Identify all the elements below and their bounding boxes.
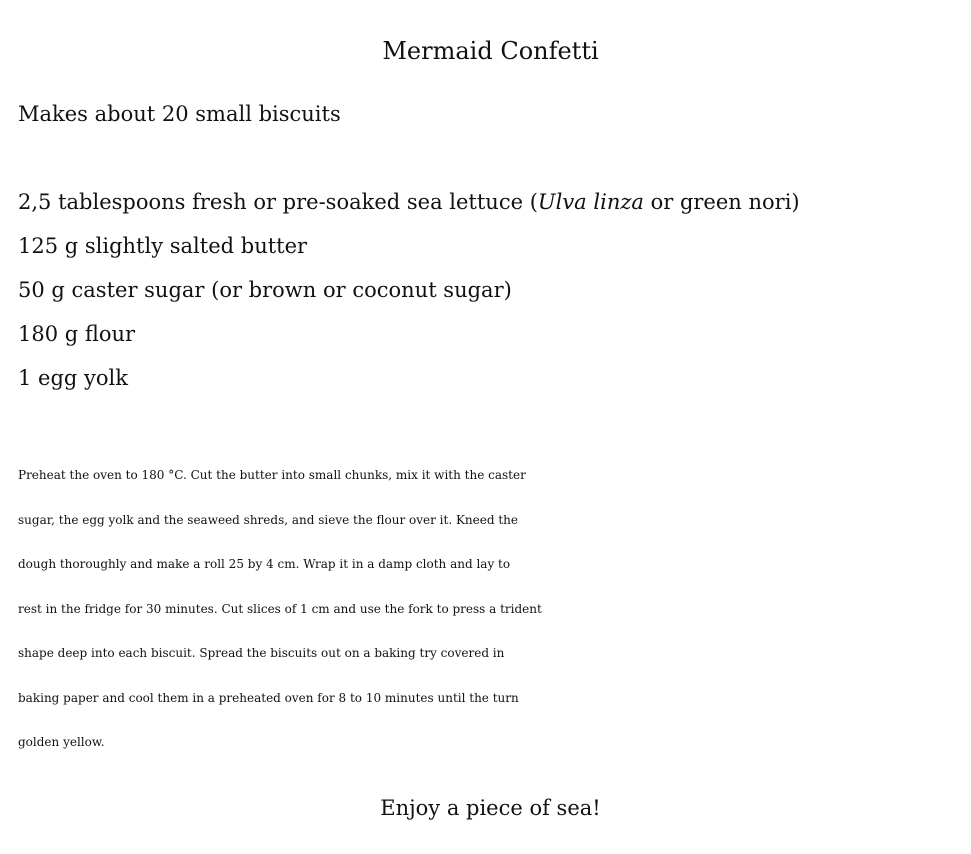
ingredient-item: 1 egg yolk	[18, 366, 128, 390]
method-line: rest in the fridge for 30 minutes. Cut slices of 1 cm and use the fork to press a trident	[18, 601, 542, 616]
ingredient-item: 125 g slightly salted butter	[18, 234, 308, 258]
method-line: golden yellow.	[18, 735, 105, 749]
ingredient-item	[18, 186, 800, 230]
recipe-yield: Makes about 20 small biscuits	[18, 102, 341, 126]
ingredient-text: or green nori)	[643, 190, 800, 214]
method-paragraph	[18, 453, 963, 765]
ingredient-list	[18, 186, 800, 406]
method-line: shape deep into each biscuit. Spread the biscuits out on a baking try covered in	[18, 646, 505, 660]
ingredient-latin-name: Ulva linza	[537, 190, 644, 214]
method-line: dough thoroughly and make a roll 25 by 4 cm. Wrap it in a damp cloth and lay to	[18, 557, 511, 571]
ingredient-text: 2,5 tablespoons fresh or pre-soaked sea lettuce (	[18, 190, 538, 214]
closing-line: Enjoy a piece of sea!	[380, 796, 601, 820]
ingredient-item: 180 g flour	[18, 322, 136, 346]
method-line: sugar, the egg yolk and the seaweed shreds, and sieve the flour over it. Kneed the	[18, 512, 519, 527]
ingredient-item: 50 g caster sugar (or brown or coconut sugar)	[18, 278, 512, 302]
method-line: Preheat the oven to 180 °C. Cut the butter into small chunks, mix it with the caster	[18, 468, 526, 482]
recipe-title: Mermaid Confetti	[382, 37, 599, 65]
method-line: baking paper and cool them in a preheated oven for 8 to 10 minutes until the turn	[18, 690, 519, 705]
